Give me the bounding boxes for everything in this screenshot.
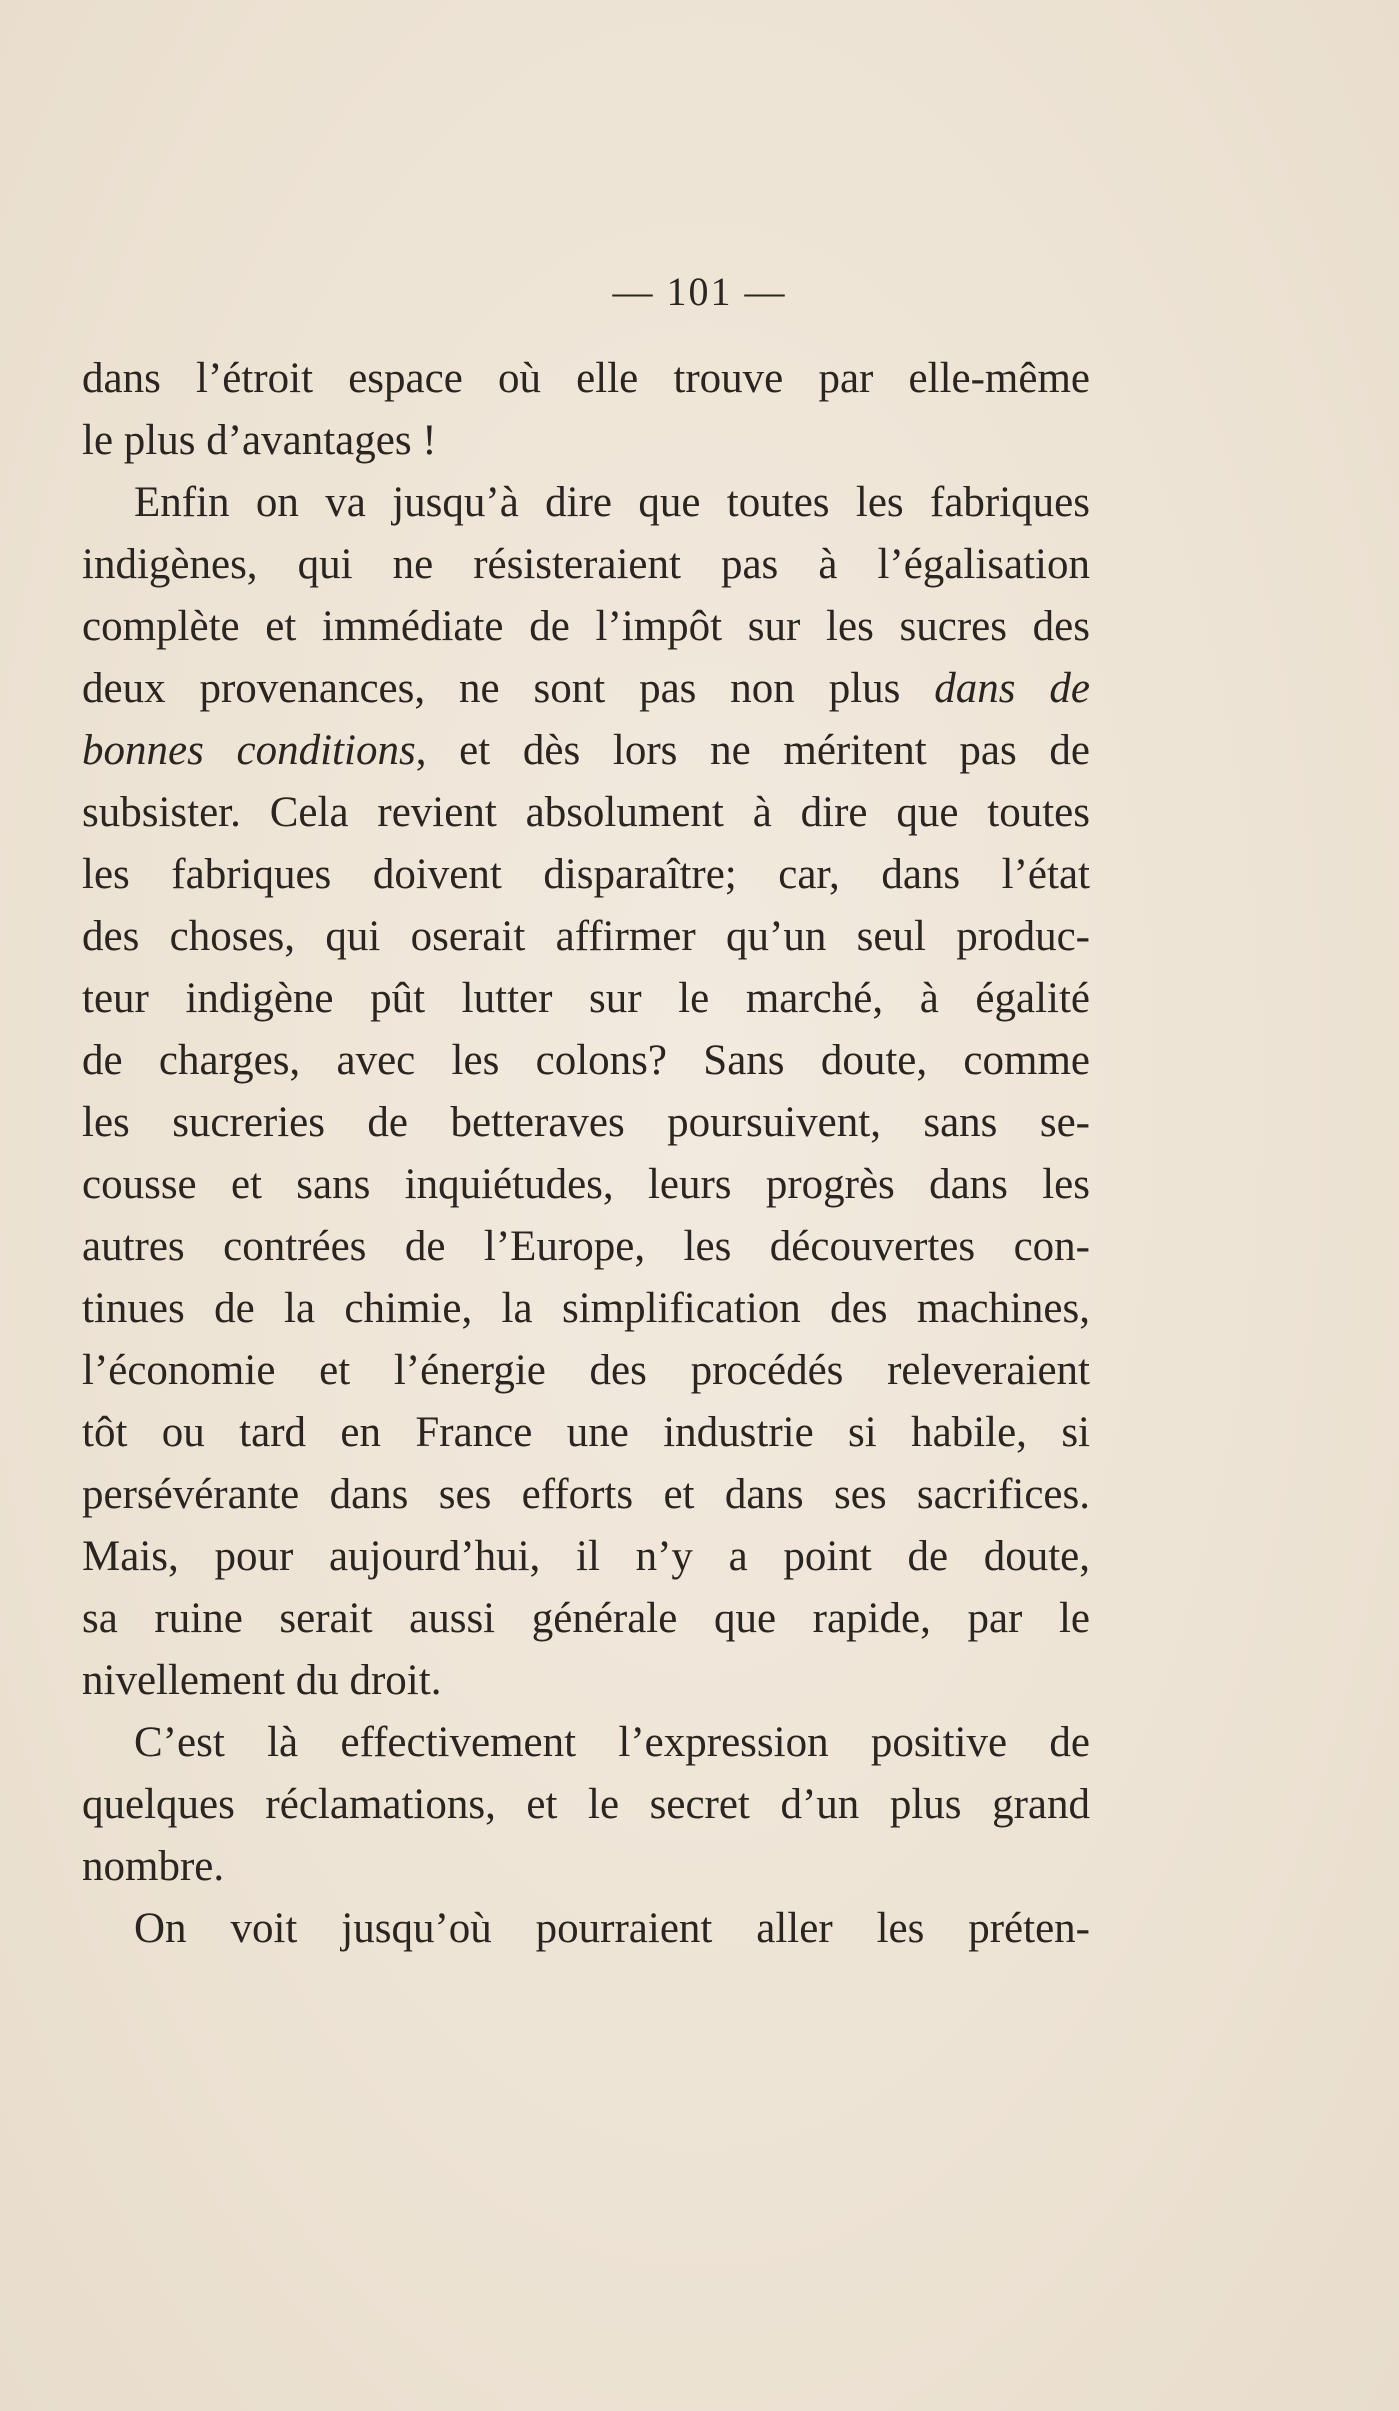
text-line: teur indigène pût lutter sur le marché, à égalité: [82, 975, 1090, 1022]
text-line: sa ruine serait aussi générale que rapide, par le: [82, 1595, 1090, 1642]
text-line: [82, 720, 1090, 782]
text-line: persévérante dans ses efforts et dans ses sacrifices.: [82, 1471, 1090, 1518]
text-line: cousse et sans inquiétudes, leurs progrès dans les: [82, 1161, 1090, 1208]
text-line: complète et immédiate de l’impôt sur les sucres des: [82, 603, 1090, 650]
text-line: quelques réclamations, et le secret d’un plus grand: [82, 1781, 1090, 1828]
text-line: C’est là effectivement l’expression positive de: [134, 1719, 1090, 1766]
text-fragment: deux provenances, ne sont pas non plus: [82, 665, 935, 712]
text-line: autres contrées de l’Europe, les découvertes con-: [82, 1223, 1090, 1270]
text-line: les sucreries de betteraves poursuivent, sans se-: [82, 1099, 1090, 1146]
text-line: indigènes, qui ne résisteraient pas à l’égalisation: [82, 541, 1090, 588]
italic-text: bonnes conditions: [82, 727, 416, 774]
text-line: subsister. Cela revient absolument à dire que toutes: [82, 789, 1090, 836]
italic-text: dans de: [934, 665, 1090, 712]
page-number: — 101 —: [612, 269, 787, 314]
text-line: le plus d’avantages !: [82, 417, 437, 464]
text-line: l’économie et l’énergie des procédés releveraient: [82, 1347, 1090, 1394]
text-line: Enfin on va jusqu’à dire que toutes les fabriques: [134, 479, 1090, 526]
text-line: Mais, pour aujourd’hui, il n’y a point de doute,: [82, 1533, 1090, 1580]
text-line: les fabriques doivent disparaître; car, dans l’état: [82, 851, 1090, 898]
text-line: On voit jusqu’où pourraient aller les préten-: [134, 1905, 1090, 1952]
text-line: nivellement du droit.: [82, 1657, 442, 1704]
text-line: nombre.: [82, 1843, 225, 1890]
body-text: [82, 348, 1090, 1960]
text-line: des choses, qui oserait affirmer qu’un seul produc-: [82, 913, 1090, 960]
text-line: tôt ou tard en France une industrie si habile, si: [82, 1409, 1090, 1456]
text-line: [82, 658, 1090, 720]
text-fragment: , et dès lors ne méritent pas de: [415, 727, 1090, 774]
text-line: dans l’étroit espace où elle trouve par elle-même: [82, 355, 1090, 402]
text-line: tinues de la chimie, la simplification des machines,: [82, 1285, 1090, 1332]
text-line: de charges, avec les colons? Sans doute, comme: [82, 1037, 1090, 1084]
